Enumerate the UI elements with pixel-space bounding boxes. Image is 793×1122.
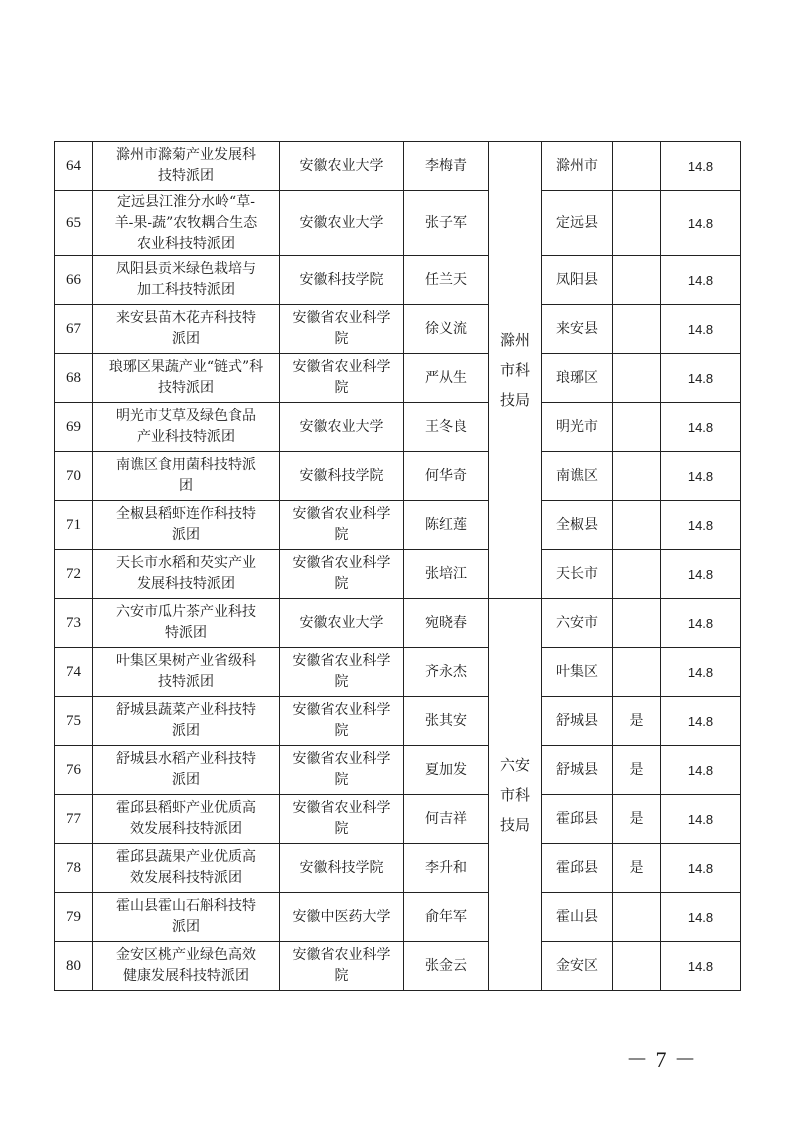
team-name-line: 效发展科技特派团 — [130, 821, 242, 837]
county-line: 六安市 — [556, 614, 598, 631]
flag-cell — [613, 893, 661, 942]
county-line: 金安区 — [556, 957, 598, 974]
team-leader-line: 何吉祥 — [425, 810, 467, 827]
county — [542, 942, 613, 991]
team-name-line: 定远县江淮分水岭“草- — [117, 193, 255, 210]
amount — [661, 844, 741, 893]
team-leader — [404, 844, 489, 893]
county — [542, 648, 613, 697]
team-leader-line: 张其安 — [425, 712, 467, 729]
county — [542, 354, 613, 403]
institution-line: 安徽农业大学 — [299, 157, 384, 174]
team-leader — [404, 354, 489, 403]
flag-cell-line: 是 — [629, 712, 644, 729]
county-line: 定远县 — [556, 214, 598, 231]
bureau-cell-line: 市科 — [499, 361, 530, 379]
team-name-line: 技特派团 — [158, 380, 214, 396]
institution-line: 安徽省农业科学 — [292, 506, 391, 522]
team-name-line: 来安县苗木花卉科技特 — [116, 310, 256, 326]
team-leader-line: 夏加发 — [425, 761, 467, 778]
team-name — [93, 403, 280, 452]
team-name — [93, 893, 280, 942]
team-leader-line: 张子军 — [425, 214, 467, 231]
amount — [661, 452, 741, 501]
team-name-line: 效发展科技特派团 — [130, 870, 242, 886]
flag-cell-line: 是 — [629, 859, 644, 876]
row-number — [55, 191, 93, 256]
institution-line: 安徽省农业科学 — [292, 751, 391, 767]
row-number — [55, 942, 93, 991]
county-line: 滁州市 — [556, 157, 598, 174]
team-leader-line: 俞年军 — [425, 908, 467, 925]
row-number-line: 67 — [66, 320, 81, 337]
table-row — [55, 648, 741, 697]
flag-cell — [613, 452, 661, 501]
flag-cell — [613, 256, 661, 305]
amount — [661, 746, 741, 795]
row-number-line: 73 — [66, 614, 81, 631]
county-line: 全椒县 — [556, 516, 598, 533]
row-number-line: 77 — [66, 810, 81, 827]
team-leader — [404, 501, 489, 550]
flag-cell — [613, 191, 661, 256]
team-name-line: 派团 — [172, 772, 200, 788]
row-number — [55, 142, 93, 191]
institution-line: 安徽科技学院 — [299, 859, 384, 876]
amount — [661, 142, 741, 191]
team-name-line: 农业科技特派团 — [137, 235, 235, 252]
amount-line: 14.8 — [687, 664, 714, 680]
amount — [661, 256, 741, 305]
team-leader-line: 齐永杰 — [425, 663, 467, 680]
amount-line: 14.8 — [687, 566, 714, 582]
county-line: 舒城县 — [556, 761, 598, 778]
team-name — [93, 648, 280, 697]
row-number-line: 65 — [66, 214, 81, 231]
institution — [280, 403, 404, 452]
team-name-line: 金安区桃产业绿色高效 — [116, 947, 256, 963]
team-leader — [404, 452, 489, 501]
team-name — [93, 354, 280, 403]
amount-line: 14.8 — [687, 517, 714, 533]
institution-line: 院 — [334, 331, 349, 347]
team-leader-line: 李梅青 — [425, 157, 467, 174]
institution — [280, 305, 404, 354]
amount — [661, 550, 741, 599]
institution-line: 院 — [334, 968, 349, 984]
institution-line: 安徽省农业科学 — [292, 702, 391, 718]
flag-cell — [613, 305, 661, 354]
table-row — [55, 697, 741, 746]
row-number — [55, 893, 93, 942]
table-row — [55, 403, 741, 452]
county — [542, 844, 613, 893]
bureau-cell-line: 市科 — [499, 785, 530, 804]
institution — [280, 501, 404, 550]
table-row — [55, 354, 741, 403]
team-leader-line: 任兰天 — [425, 271, 467, 288]
amount — [661, 501, 741, 550]
institution-line: 院 — [334, 723, 349, 739]
bureau-cell-line: 技局 — [499, 815, 530, 834]
team-leader — [404, 256, 489, 305]
amount — [661, 893, 741, 942]
table-row — [55, 501, 741, 550]
flag-cell — [613, 942, 661, 991]
team-name — [93, 844, 280, 893]
institution — [280, 599, 404, 648]
row-number-line: 70 — [66, 467, 81, 484]
row-number-line: 69 — [66, 418, 81, 435]
row-number-line: 76 — [66, 761, 81, 778]
row-number-line: 64 — [66, 157, 81, 174]
flag-cell — [613, 142, 661, 191]
county — [542, 142, 613, 191]
team-name-line: 滁州市滁菊产业发展科 — [116, 147, 256, 163]
bureau-cell-line: 滁州 — [499, 331, 530, 349]
amount-line: 14.8 — [687, 321, 714, 337]
county — [542, 452, 613, 501]
institution — [280, 697, 404, 746]
institution-line: 院 — [334, 772, 349, 788]
team-name-line: 派团 — [172, 331, 200, 347]
institution-line: 院 — [334, 674, 349, 690]
bureau-cell-line: 六安 — [499, 755, 530, 774]
row-number-line: 72 — [66, 565, 81, 582]
institution — [280, 648, 404, 697]
bureau-cell-line: 技局 — [499, 391, 530, 409]
team-name — [93, 142, 280, 191]
county — [542, 403, 613, 452]
institution-line: 院 — [334, 527, 349, 543]
team-leader-line: 李升和 — [425, 859, 467, 876]
county — [542, 191, 613, 256]
team-name-line: 健康发展科技特派团 — [123, 968, 249, 984]
row-number-line: 80 — [66, 957, 81, 974]
institution-line: 安徽科技学院 — [299, 467, 384, 484]
amount-line: 14.8 — [687, 713, 714, 729]
row-number — [55, 256, 93, 305]
team-name-line: 羊-果-蔬”农牧耦合生态 — [114, 214, 258, 231]
team-name-line: 派团 — [172, 527, 200, 543]
flag-cell — [613, 795, 661, 844]
institution — [280, 354, 404, 403]
amount-line: 14.8 — [687, 615, 714, 631]
flag-cell-line: 是 — [629, 810, 644, 827]
amount — [661, 599, 741, 648]
team-name-line: 技特派团 — [158, 168, 214, 184]
table-row — [55, 942, 741, 991]
amount-line: 14.8 — [687, 215, 714, 231]
row-number — [55, 746, 93, 795]
institution — [280, 256, 404, 305]
county — [542, 550, 613, 599]
team-name-line: 加工科技特派团 — [137, 282, 235, 298]
team-name-line: 六安市瓜片茶产业科技 — [116, 604, 256, 620]
row-number-line: 71 — [66, 516, 81, 533]
row-number-line: 74 — [66, 663, 81, 680]
county — [542, 256, 613, 305]
institution-line: 安徽省农业科学 — [292, 800, 391, 816]
row-number-line: 66 — [66, 271, 81, 288]
county-line: 凤阳县 — [556, 271, 598, 288]
table-body — [55, 142, 741, 991]
bureau-cell — [489, 599, 542, 991]
table-row — [55, 893, 741, 942]
amount-line: 14.8 — [687, 958, 714, 974]
team-leader — [404, 697, 489, 746]
county-line: 霍山县 — [556, 908, 598, 925]
institution — [280, 746, 404, 795]
institution — [280, 942, 404, 991]
county — [542, 795, 613, 844]
county-line: 霍邱县 — [556, 810, 598, 827]
team-leader-line: 张培江 — [425, 565, 467, 582]
team-name — [93, 746, 280, 795]
amount-line: 14.8 — [687, 370, 714, 386]
county-line: 南谯区 — [556, 467, 598, 484]
amount-line: 14.8 — [687, 419, 714, 435]
flag-cell — [613, 697, 661, 746]
team-leader — [404, 893, 489, 942]
row-number — [55, 452, 93, 501]
flag-cell — [613, 403, 661, 452]
institution — [280, 795, 404, 844]
team-leader-line: 徐义流 — [425, 320, 467, 337]
team-name — [93, 305, 280, 354]
county-line: 舒城县 — [556, 712, 598, 729]
team-leader — [404, 191, 489, 256]
team-leader — [404, 305, 489, 354]
amount-line: 14.8 — [687, 811, 714, 827]
team-leader — [404, 599, 489, 648]
county — [542, 893, 613, 942]
flag-cell — [613, 746, 661, 795]
institution-line: 安徽省农业科学 — [292, 310, 391, 326]
team-leader-line: 王冬良 — [425, 418, 467, 435]
team-name-line: 叶集区果树产业省级科 — [116, 653, 256, 669]
team-name — [93, 550, 280, 599]
team-name — [93, 942, 280, 991]
team-name — [93, 191, 280, 256]
flag-cell — [613, 648, 661, 697]
table-row — [55, 599, 741, 648]
team-name — [93, 256, 280, 305]
team-name-line: 天长市水稻和芡实产业 — [116, 555, 256, 571]
row-number — [55, 599, 93, 648]
team-name-line: 团 — [179, 478, 193, 494]
amount — [661, 191, 741, 256]
team-leader-line: 张金云 — [425, 957, 467, 974]
team-name-line: 舒城县水稻产业科技特 — [116, 751, 256, 767]
table-row — [55, 256, 741, 305]
team-name-line: 明光市艾草及绿色食品 — [116, 408, 256, 424]
team-name-line: 霍邱县蔬果产业优质高 — [116, 849, 256, 865]
amount-line: 14.8 — [687, 468, 714, 484]
row-number — [55, 844, 93, 893]
institution-line: 安徽农业大学 — [299, 614, 384, 631]
amount — [661, 403, 741, 452]
county — [542, 305, 613, 354]
row-number — [55, 354, 93, 403]
row-number-line: 75 — [66, 712, 81, 729]
amount-line: 14.8 — [687, 860, 714, 876]
team-leader — [404, 550, 489, 599]
county — [542, 599, 613, 648]
team-leader — [404, 403, 489, 452]
team-name-line: 全椒县稻虾连作科技特 — [116, 506, 256, 522]
team-leader — [404, 942, 489, 991]
amount — [661, 354, 741, 403]
institution — [280, 452, 404, 501]
county-line: 琅琊区 — [556, 369, 598, 386]
institution-line: 安徽农业大学 — [299, 418, 384, 435]
county-line: 天长市 — [556, 565, 598, 582]
flag-cell — [613, 599, 661, 648]
flag-cell — [613, 844, 661, 893]
amount-line: 14.8 — [687, 272, 714, 288]
team-name-line: 发展科技特派团 — [137, 576, 235, 592]
institution — [280, 844, 404, 893]
team-name-line: 产业科技特派团 — [137, 429, 235, 445]
row-number-line: 79 — [66, 908, 81, 925]
row-number — [55, 305, 93, 354]
team-name-line: 派团 — [172, 919, 200, 935]
row-number — [55, 403, 93, 452]
institution — [280, 191, 404, 256]
team-name-line: 派团 — [172, 723, 200, 739]
institution — [280, 142, 404, 191]
team-name — [93, 501, 280, 550]
row-number — [55, 501, 93, 550]
institution — [280, 893, 404, 942]
team-name-line: 舒城县蔬菜产业科技特 — [116, 702, 256, 718]
county-line: 来安县 — [556, 320, 598, 337]
team-name-line: 霍山县霍山石斛科技特 — [116, 898, 256, 914]
bureau-cell — [489, 142, 542, 599]
institution-line: 安徽省农业科学 — [292, 359, 391, 375]
team-leader-line: 何华奇 — [425, 467, 467, 484]
amount — [661, 697, 741, 746]
amount-line: 14.8 — [687, 909, 714, 925]
institution-line: 安徽中医药大学 — [292, 908, 391, 925]
institution-line: 院 — [334, 380, 349, 396]
table-row — [55, 746, 741, 795]
team-leader-line: 严从生 — [425, 369, 467, 386]
institution-line: 安徽省农业科学 — [292, 947, 391, 963]
row-number — [55, 648, 93, 697]
team-leader — [404, 746, 489, 795]
county — [542, 501, 613, 550]
table-row — [55, 142, 741, 191]
team-leader — [404, 795, 489, 844]
team-name-line: 技特派团 — [158, 674, 214, 690]
table-row — [55, 305, 741, 354]
team-name-line: 凤阳县贡米绿色栽培与 — [116, 261, 256, 277]
team-leader — [404, 142, 489, 191]
team-leader-line: 陈红莲 — [425, 516, 467, 533]
team-leader — [404, 648, 489, 697]
team-name-line: 南谯区食用菌科技特派 — [116, 457, 256, 473]
team-name-line: 特派团 — [165, 625, 207, 641]
team-name-line: 霍邱县稻虾产业优质高 — [116, 800, 256, 816]
table-row — [55, 550, 741, 599]
county-line: 明光市 — [556, 418, 598, 435]
row-number — [55, 697, 93, 746]
team-name — [93, 599, 280, 648]
amount — [661, 942, 741, 991]
amount — [661, 795, 741, 844]
institution-line: 安徽农业大学 — [299, 214, 384, 231]
flag-cell — [613, 501, 661, 550]
row-number-line: 78 — [66, 859, 81, 876]
table-row — [55, 191, 741, 256]
institution-line: 院 — [334, 576, 349, 592]
institution-line: 院 — [334, 821, 349, 837]
institution — [280, 550, 404, 599]
institution-line: 安徽省农业科学 — [292, 555, 391, 571]
team-name — [93, 452, 280, 501]
team-leader-line: 宛晓春 — [425, 614, 467, 631]
amount-line: 14.8 — [687, 762, 714, 778]
flag-cell-line: 是 — [629, 761, 644, 778]
team-name-line: 琅琊区果蔬产业“链式”科 — [108, 359, 264, 375]
team-name — [93, 795, 280, 844]
county — [542, 746, 613, 795]
table-row — [55, 795, 741, 844]
table-row — [55, 452, 741, 501]
amount — [661, 305, 741, 354]
row-number — [55, 795, 93, 844]
page-number: － 7 － — [626, 1047, 698, 1072]
table-row — [55, 844, 741, 893]
county-line: 霍邱县 — [556, 859, 598, 876]
institution-line: 安徽省农业科学 — [292, 653, 391, 669]
project-table — [54, 141, 741, 991]
flag-cell — [613, 354, 661, 403]
row-number-line: 68 — [66, 369, 81, 386]
county-line: 叶集区 — [556, 663, 598, 680]
flag-cell — [613, 550, 661, 599]
institution-line: 安徽科技学院 — [299, 271, 384, 288]
amount-line: 14.8 — [687, 158, 714, 174]
county — [542, 697, 613, 746]
row-number — [55, 550, 93, 599]
team-name — [93, 697, 280, 746]
amount — [661, 648, 741, 697]
